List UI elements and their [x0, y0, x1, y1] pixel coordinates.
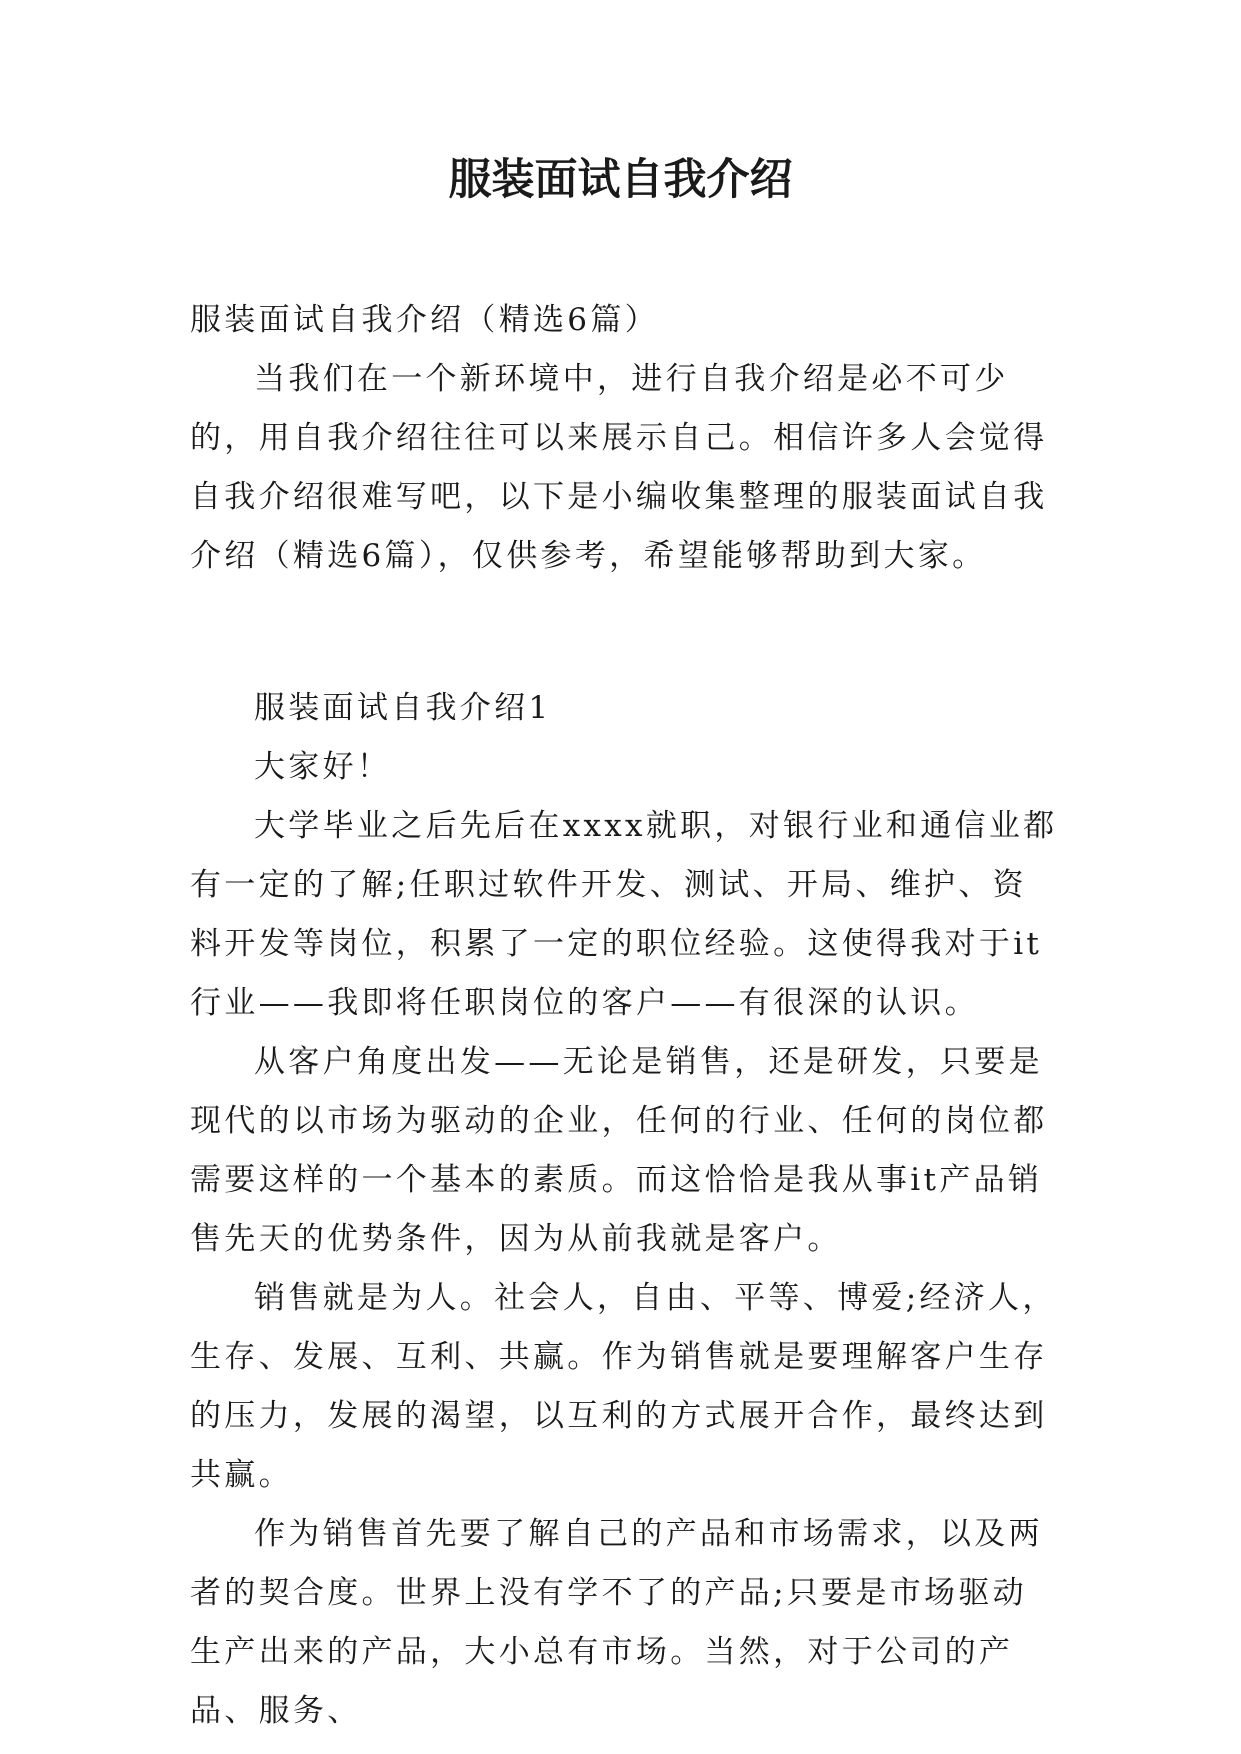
body-paragraph-1: 大学毕业之后先后在xxxx就职，对银行业和通信业都有一定的了解;任职过软件开发、测试、开局、维护、资料开发等岗位，积累了一定的职位经验。这使得我对于it行业——我即将任职岗位的客户——有很深的认识。: [190, 808, 1058, 1021]
document-body: [190, 291, 1060, 1741]
section-heading: 服装面试自我介绍1: [254, 690, 552, 726]
greeting: 大家好！: [254, 749, 392, 785]
document-title: 服装面试自我介绍: [448, 155, 793, 205]
body-paragraph-2: 从客户角度出发——无论是销售，还是研发，只要是现代的以市场为驱动的企业，任何的行业、任何的岗位都需要这样的一个基本的素质。而这恰恰是我从事it产品销售先天的优势条件，因为从前我就是客户。: [190, 1044, 1048, 1257]
intro-paragraph: 当我们在一个新环境中，进行自我介绍是必不可少的，用自我介绍往往可以来展示自己。相信许多人会觉得自我介绍很难写吧，以下是小编收集整理的服装面试自我介绍（精选6篇），仅供参考，希望能够帮助到大家。: [190, 361, 1048, 574]
body-paragraph-3: 销售就是为人。社会人，自由、平等、博爱;经济人，生存、发展、互利、共赢。作为销售就是要理解客户生存的压力，发展的渴望，以互利的方式展开合作，最终达到共赢。: [190, 1280, 1057, 1493]
body-paragraph-4: 作为销售首先要了解自己的产品和市场需求，以及两者的契合度。世界上没有学不了的产品;只要是市场驱动生产出来的产品，大小总有市场。当然，对于公司的产品、服务、: [190, 1516, 1043, 1729]
document-subtitle: 服装面试自我介绍（精选6篇）: [190, 302, 659, 338]
